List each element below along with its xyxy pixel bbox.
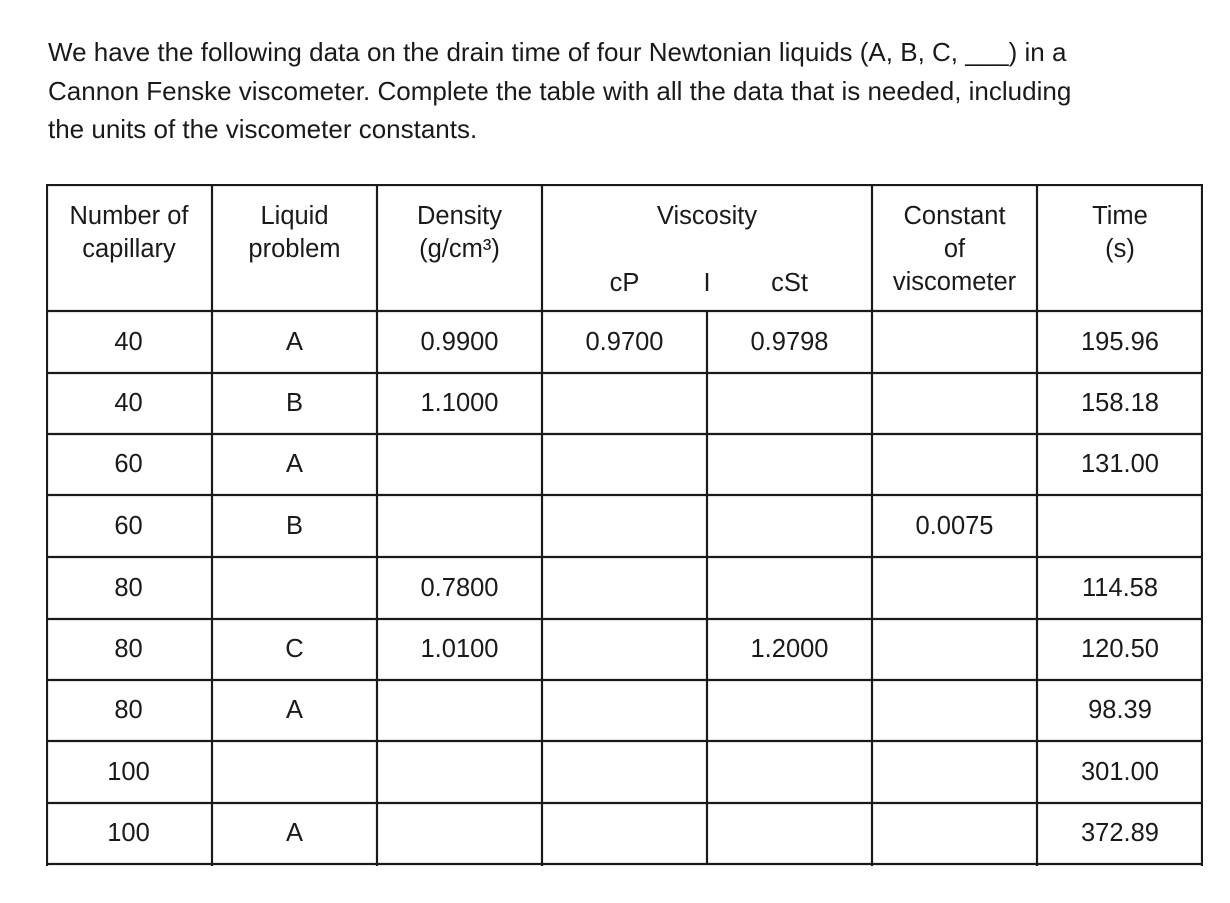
- problem-statement: [48, 33, 1198, 149]
- cell-capillary: 80: [114, 635, 143, 663]
- cell-capillary: 40: [114, 389, 143, 417]
- cell-time: 131.00: [1081, 450, 1159, 478]
- cell-cst: 1.2000: [750, 635, 829, 663]
- cell-liquid: A: [285, 327, 303, 356]
- cell-density: 1.0100: [420, 635, 499, 663]
- header-density: Density (g/cm³): [416, 202, 503, 263]
- header-viscosity-cp: cP: [609, 269, 640, 297]
- cell-time: 301.00: [1081, 757, 1159, 786]
- cell-time: 372.89: [1081, 819, 1159, 847]
- cell-capillary: 40: [114, 327, 143, 356]
- cell-time: 195.96: [1081, 327, 1159, 356]
- header-viscosity: Viscosity: [656, 202, 758, 230]
- cell-time: 158.18: [1081, 389, 1159, 417]
- cell-capillary: 100: [107, 757, 150, 786]
- cell-cst: 0.9798: [750, 327, 829, 356]
- cell-density: 0.9900: [420, 327, 499, 356]
- header-time: Time (s): [1092, 202, 1148, 263]
- cell-liquid: A: [285, 696, 303, 724]
- cell-capillary: 80: [114, 573, 143, 602]
- cell-liquid: A: [285, 819, 303, 847]
- cell-density: 1.1000: [420, 389, 499, 417]
- statement-line-1: We have the following data on the drain time of four Newtonian liquids (A, B, C, ___) in a: [48, 37, 1067, 67]
- header-liquid-problem: Liquid problem: [248, 202, 341, 263]
- cell-liquid: B: [285, 389, 303, 417]
- header-viscosity-separator: I: [703, 269, 711, 297]
- cell-liquid: A: [285, 450, 303, 478]
- cell-time: 120.50: [1081, 635, 1159, 663]
- header-viscosity-cst: cSt: [771, 269, 808, 297]
- cell-density: 0.7800: [420, 573, 499, 602]
- cell-capillary: 100: [107, 819, 150, 847]
- viscometer-data-table: [46, 184, 1203, 866]
- cell-capillary: 80: [114, 696, 143, 724]
- cell-capillary: 60: [114, 511, 143, 540]
- cell-cp: 0.9700: [585, 327, 664, 356]
- cell-capillary: 60: [114, 450, 143, 478]
- statement-line-2: Cannon Fenske viscometer. Complete the table with all the data that is needed, including: [48, 75, 1072, 106]
- cell-liquid: C: [285, 635, 304, 663]
- cell-time: 114.58: [1081, 573, 1159, 602]
- header-constant-of-viscometer: Constant of viscometer: [892, 202, 1017, 296]
- header-number-of-capillary: Number of capillary: [69, 202, 189, 263]
- statement-line-3: the units of the viscometer constants.: [48, 114, 478, 144]
- cell-constant: 0.0075: [915, 511, 994, 540]
- cell-time: 98.39: [1088, 696, 1152, 724]
- cell-liquid: B: [285, 511, 303, 540]
